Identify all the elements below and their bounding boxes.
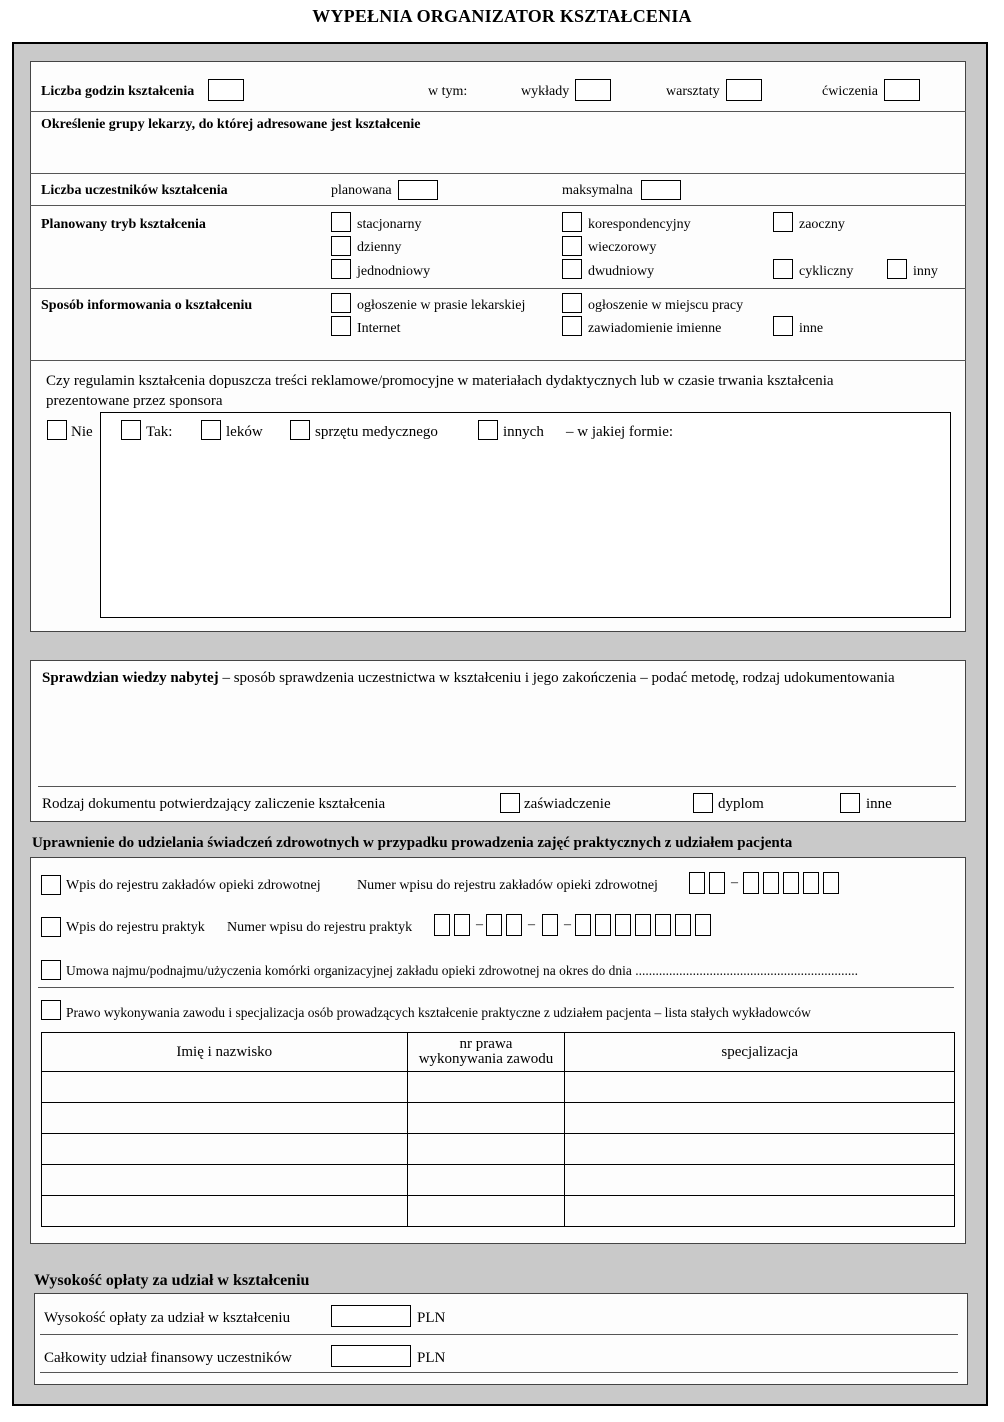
registry-facilities-number-input[interactable] [689,872,849,896]
digit-box[interactable] [689,872,705,894]
table-cell[interactable] [565,1072,955,1103]
license-checkbox[interactable] [41,1000,61,1020]
table-cell[interactable] [42,1103,408,1134]
table-header-row [42,1033,955,1072]
mode-dwudniowy-checkbox[interactable] [562,259,582,279]
table-cell[interactable] [407,1072,565,1103]
digit-box[interactable] [486,914,502,936]
exam-label-rest: – sposób sprawdzenia uczestnictwa w kształceniu i jego zakończenia – podać metodę, rodzaj udokumentowania [218,670,895,686]
registry-facilities-number-label: Numer wpisu do rejestru zakładów opieki zdrowotnej [357,878,658,893]
mode-zaoczny-label: zaoczny [799,217,845,232]
ads-equipment-checkbox[interactable] [290,420,310,440]
column-header-name: Imię i nazwisko [42,1033,408,1072]
hours-workshops-label: warsztaty [666,84,720,99]
lease-checkbox[interactable] [41,960,61,980]
mode-wieczorowy-checkbox[interactable] [562,236,582,256]
ads-question-line2: prezentowane przez sponsora [46,393,223,409]
divider [38,786,956,787]
fee-heading: Wysokość opłaty za udział w kształceniu [34,1272,310,1289]
ads-question-line1: Czy regulamin kształcenia dopuszcza treści reklamowe/promocyjne w materiałach dydaktycznych lub w czasie trwania kształcenia [46,373,834,389]
column-header-license-number [407,1033,565,1072]
ads-equipment-label: sprzętu medycznego [315,424,438,440]
ads-no-checkbox[interactable] [47,420,67,440]
registry-practices-label: Wpis do rejestru praktyk [66,920,205,935]
info-label: Sposób informowania o kształceniu [41,298,253,313]
table-cell[interactable] [407,1165,565,1196]
mode-korespondencyjny-checkbox[interactable] [562,212,582,232]
ads-other-label: innych [503,424,544,440]
info-workplace-checkbox[interactable] [562,293,582,313]
registry-facilities-checkbox[interactable] [41,875,61,895]
table-row [42,1103,955,1134]
divider [40,1372,958,1373]
table-cell[interactable] [565,1134,955,1165]
digit-box[interactable] [506,914,522,936]
info-press-label: ogłoszenie w prasie lekarskiej [357,298,526,313]
exam-diploma-label: dyplom [718,796,764,812]
ads-yes-checkbox[interactable] [121,420,141,440]
digit-box[interactable] [655,914,671,936]
separator-dash: – [528,917,535,932]
ads-form-label: – w jakiej formie: [566,424,674,440]
participants-max-input[interactable] [641,180,681,200]
ads-drugs-checkbox[interactable] [201,420,221,440]
fee-label: Wysokość opłaty za udział w kształceniu [44,1310,291,1326]
info-internet-label: Internet [357,321,401,336]
ads-other-checkbox[interactable] [478,420,498,440]
digit-box[interactable] [542,914,558,936]
exam-description [42,670,895,687]
table-cell[interactable] [42,1196,408,1227]
digit-box[interactable] [675,914,691,936]
table-cell[interactable] [565,1103,955,1134]
mode-stacjonarny-label: stacjonarny [357,217,422,232]
info-internet-checkbox[interactable] [331,316,351,336]
exam-doc-label: Rodzaj dokumentu potwierdzający zaliczenie kształcenia [42,796,386,812]
digit-box[interactable] [823,872,839,894]
entitlement-heading: Uprawnienie do udzielania świadczeń zdrowotnych w przypadku prowadzenia zajęć praktycznych z udziałem pacjenta [32,835,793,851]
info-press-checkbox[interactable] [331,293,351,313]
table-cell[interactable] [42,1134,408,1165]
registry-facilities-label: Wpis do rejestru zakładów opieki zdrowotnej [66,878,321,893]
divider [30,288,966,289]
ads-no-label: Nie [71,424,93,440]
column-header-license-line1: nr prawa [459,1036,513,1052]
digit-box[interactable] [783,872,799,894]
participants-label: Liczba uczestników kształcenia [41,183,228,198]
info-personal-notice-label: zawiadomienie imienne [588,321,722,336]
exam-certificate-label: zaświadczenie [524,796,611,812]
digit-box[interactable] [695,914,711,936]
hours-workshops-input[interactable] [726,79,762,101]
registry-practices-number-label: Numer wpisu do rejestru praktyk [227,920,413,935]
lecturers-table [41,1032,955,1227]
table-row [42,1134,955,1165]
mode-inny-label: inny [913,264,938,279]
digit-box[interactable] [615,914,631,936]
license-label: Prawo wykonywania zawodu i specjalizacja osób prowadzących kształcenie praktyczne z udziałem pacjenta – lista stałych wykładowców [66,1005,811,1020]
share-input[interactable] [331,1345,411,1367]
separator-dash: – [731,875,738,890]
column-header-specialization: specjalizacja [565,1033,955,1072]
separator-dash: – [476,917,483,932]
mode-dwudniowy-label: dwudniowy [588,264,655,279]
divider [38,987,954,988]
digit-box[interactable] [434,914,450,936]
info-workplace-label: ogłoszenie w miejscu pracy [588,298,744,313]
target-group-label: Określenie grupy lekarzy, do której adresowane jest kształcenie [41,117,421,132]
digit-box[interactable] [595,914,611,936]
mode-label: Planowany tryb kształcenia [41,217,206,232]
table-cell[interactable] [407,1134,565,1165]
table-cell[interactable] [407,1196,565,1227]
mode-zaoczny-checkbox[interactable] [773,212,793,232]
table-row [42,1072,955,1103]
divider [30,360,966,361]
digit-box[interactable] [709,872,725,894]
mode-stacjonarny-checkbox[interactable] [331,212,351,232]
participants-max-label: maksymalna [562,183,633,198]
exam-certificate-checkbox[interactable] [500,793,520,813]
exam-diploma-checkbox[interactable] [693,793,713,813]
table-cell[interactable] [565,1196,955,1227]
table-row [42,1196,955,1227]
exam-other-label: inne [866,796,892,812]
digit-box[interactable] [763,872,779,894]
share-label: Całkowity udział finansowy uczestników [44,1350,292,1366]
digit-box[interactable] [635,914,651,936]
column-header-license-line2: wykonywania zawodu [418,1051,554,1067]
table-cell[interactable] [42,1165,408,1196]
hours-lectures-label: wykłady [521,84,570,99]
hours-exercises-label: ćwiczenia [822,84,878,99]
hours-w-tym-label: w tym: [428,84,468,99]
info-other-checkbox[interactable] [773,316,793,336]
lease-label: Umowa najmu/podnajmu/użyczenia komórki organizacyjnej zakładu opieki zdrowotnej na okres do dnia .................................................................. [66,963,858,978]
hours-label: Liczba godzin kształcenia [41,84,195,99]
hours-lectures-input[interactable] [575,79,611,101]
digit-box[interactable] [575,914,591,936]
digit-box[interactable] [743,872,759,894]
mode-inny-checkbox[interactable] [887,259,907,279]
mode-jednodniowy-checkbox[interactable] [331,259,351,279]
mode-dzienny-label: dzienny [357,240,402,255]
mode-cykliczny-label: cykliczny [799,264,854,279]
table-cell[interactable] [42,1072,408,1103]
separator-dash: – [564,917,571,932]
exam-other-checkbox[interactable] [840,793,860,813]
mode-wieczorowy-label: wieczorowy [588,240,657,255]
fee-input[interactable] [331,1305,411,1327]
digit-box[interactable] [803,872,819,894]
table-cell[interactable] [407,1103,565,1134]
digit-box[interactable] [454,914,470,936]
ads-yes-label: Tak: [146,424,173,440]
page-title: WYPEŁNIA ORGANIZATOR KSZTAŁCENIA [312,6,692,26]
registry-practices-number-input[interactable] [434,914,724,938]
info-personal-notice-checkbox[interactable] [562,316,582,336]
mode-jednodniowy-label: jednodniowy [357,264,431,279]
info-other-label: inne [799,321,824,336]
participants-planned-input[interactable] [398,180,438,200]
hours-exercises-input[interactable] [884,79,920,101]
exam-label-bold: Sprawdzian wiedzy nabytej [42,670,219,686]
ads-drugs-label: leków [226,424,263,440]
table-cell[interactable] [565,1165,955,1196]
registry-practices-checkbox[interactable] [41,917,61,937]
divider [30,173,966,174]
divider [30,205,966,206]
table-row [42,1165,955,1196]
divider [30,111,966,112]
mode-cykliczny-checkbox[interactable] [773,259,793,279]
participants-planned-label: planowana [331,183,392,198]
ads-form-textarea[interactable] [100,412,951,618]
divider [40,1334,958,1335]
mode-dzienny-checkbox[interactable] [331,236,351,256]
share-currency: PLN [417,1350,446,1366]
mode-korespondencyjny-label: korespondencyjny [588,217,691,232]
hours-total-input[interactable] [208,79,244,101]
fee-currency: PLN [417,1310,446,1326]
